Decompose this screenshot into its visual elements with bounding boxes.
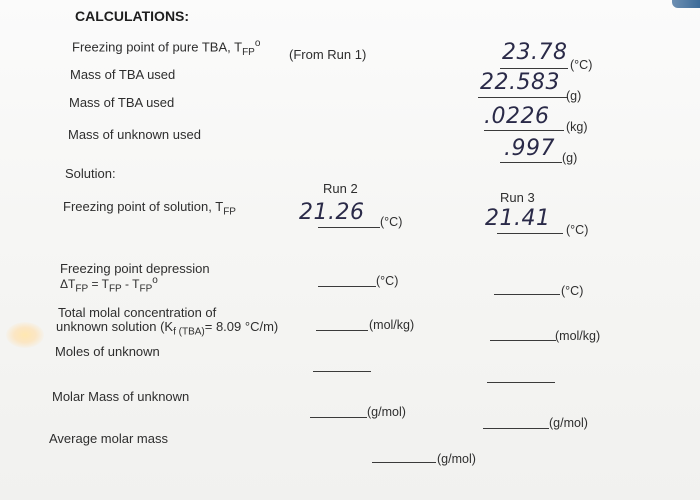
depression-formula [60,275,158,294]
mass-tba-label-1: Mass of TBA used [70,67,176,82]
molal-kf-sub: f (TBA) [173,326,205,338]
average-line [372,462,436,463]
solution-label: Solution: [65,166,116,181]
mass-tba-value-2: .0226 [484,104,550,129]
freezing-pure-label-text: Freezing point of pure TBA, T [72,39,243,55]
molal-label-line2-text: unknown solution (K [56,319,174,334]
moles-run3-line [487,382,555,383]
light-glare [6,322,44,348]
mass-tba-unit-2: (kg) [566,120,588,134]
molar-mass-run2-unit: (g/mol) [367,405,406,419]
window-corner-decoration [672,0,700,8]
mass-unknown-label: Mass of unknown used [68,127,201,142]
depression-formula-minus: - T [121,277,140,291]
freezing-solution-label-text: Freezing point of solution, T [63,199,224,214]
freezing-pure-sub: FP [242,46,255,58]
molar-mass-run3-line [483,428,549,429]
molar-mass-run3-unit: (g/mol) [549,416,588,430]
molal-label-line1: Total molal concentration of [58,305,217,320]
run2-header: Run 2 [323,181,358,196]
run3-header: Run 3 [500,190,535,205]
depression-formula-sub2: FP [108,283,122,295]
mass-tba-line-1 [478,97,568,98]
freezing-pure-unit: (°C) [570,58,593,72]
mass-tba-value-1: 22.583 [480,70,560,95]
depression-run3-unit: (°C) [561,284,584,298]
freezing-pure-label [72,38,260,58]
depression-formula-sup3: o [152,275,158,286]
freezing-solution-run2-value: 21.26 [299,200,365,225]
molal-run2-unit: (mol/kg) [369,318,415,332]
freezing-solution-run3-line [497,233,563,234]
mass-unknown-line [500,162,562,163]
molal-run3-unit: (mol/kg) [555,329,601,343]
depression-label: Freezing point depression [60,261,210,276]
freezing-solution-sub: FP [223,206,236,218]
freezing-solution-label [63,199,236,218]
depression-formula-sub3: FP [139,283,153,295]
depression-formula-eq: = T [88,277,109,291]
mass-tba-label-2: Mass of TBA used [69,95,175,110]
from-run-note: (From Run 1) [289,47,367,62]
mass-unknown-value: .997 [504,136,555,161]
mass-unknown-unit: (g) [562,151,578,165]
depression-run2-unit: (°C) [376,274,399,288]
freezing-solution-run3-unit: (°C) [566,223,589,237]
average-unit: (g/mol) [437,452,476,466]
molal-run3-line [490,340,556,341]
freezing-pure-value: 23.78 [502,40,568,65]
average-label: Average molar mass [49,431,168,446]
depression-run2-line [318,286,376,287]
page-title: CALCULATIONS: [75,8,190,24]
depression-run3-line [494,294,560,295]
molar-mass-run2-line [310,417,367,418]
mass-tba-unit-1: (g) [566,89,582,103]
molal-run2-line [316,330,368,331]
moles-run2-line [313,371,371,372]
depression-formula-sub: FP [75,283,89,295]
freezing-pure-line [500,68,568,69]
molal-kf-value: = 8.09 °C/m) [204,319,279,334]
freezing-solution-run3-value: 21.41 [485,206,551,231]
depression-formula-delta: ΔT [60,277,76,291]
freezing-solution-run2-unit: (°C) [380,215,403,229]
freezing-solution-run2-line [318,227,380,228]
freezing-pure-sup: o [254,38,261,49]
molar-mass-label: Molar Mass of unknown [52,389,190,404]
molal-label-line2 [56,319,278,338]
moles-label: Moles of unknown [55,344,160,359]
mass-tba-line-2 [484,130,564,131]
